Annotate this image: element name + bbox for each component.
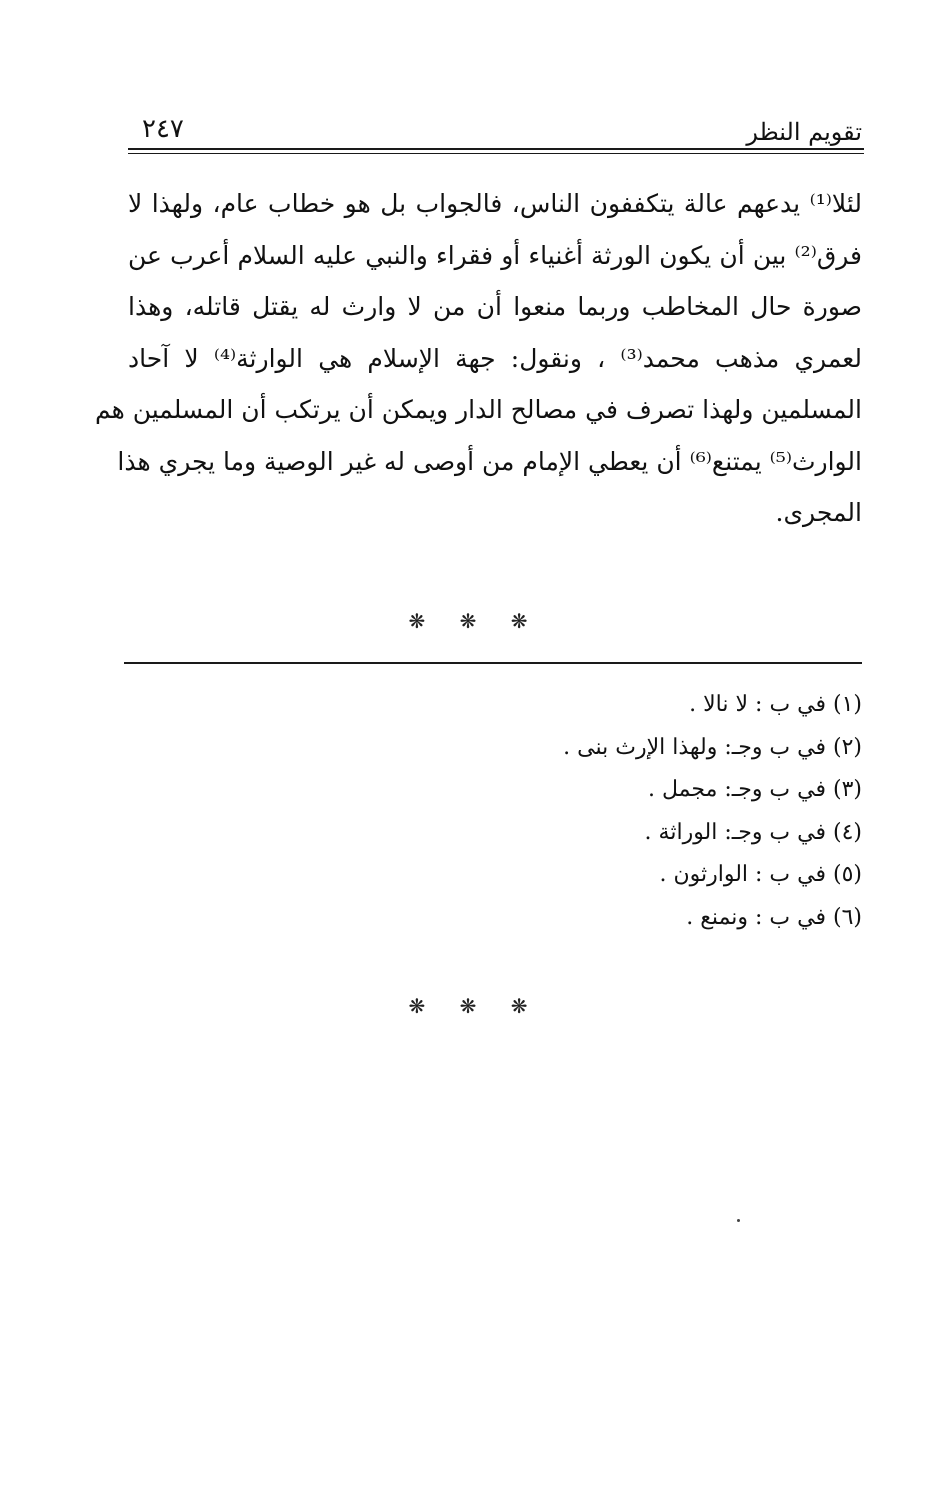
footnote-rule — [124, 662, 862, 664]
footnote-item: (٥) في ب : الوارثون . — [659, 862, 862, 887]
body-paragraph — [94, 178, 862, 539]
body-line: لعمري مذهب محمد⁽³⁾ ، ونقول: جهة الإسلام هي الوارثة⁽⁴⁾ لا آحاد — [128, 343, 862, 373]
body-line: المجرى. — [775, 498, 862, 527]
footnote-item: (٣) في ب وجـ: مجمل . — [648, 777, 862, 802]
footnote-item: (١) في ب : لا نالا . — [689, 692, 862, 717]
header-rule-thin — [128, 153, 864, 154]
body-line: فرق⁽²⁾ بين أن يكون الورثة أغنياء أو فقراء والنبي عليه السلام أعرب عن — [128, 240, 862, 270]
body-line: الوارث⁽⁵⁾ يمتنع⁽⁶⁾ أن يعطي الإمام من أوصى له غير الوصية وما يجري هذا — [117, 446, 862, 476]
page-number: ٢٤٧ — [142, 114, 184, 144]
body-line: لئلا⁽¹⁾ يدعهم عالة يتكففون الناس، فالجواب بل هو خطاب عام، ولهذا لا — [128, 189, 862, 218]
running-title: تقويم النظر — [746, 118, 862, 146]
header-rule — [128, 148, 864, 150]
footnote-item: (٢) في ب وجـ: ولهذا الإرث بنى . — [563, 734, 862, 760]
footnote-item: (٤) في ب وجـ: الوراثة . — [644, 819, 862, 845]
section-separator: ❋ ❋ ❋ — [408, 609, 542, 633]
body-line: صورة حال المخاطب وربما منعوا أن من لا وارث له يقتل قاتله، وهذا — [128, 292, 862, 321]
scan-speck — [737, 1219, 740, 1222]
footnote-item: (٦) في ب : ونمنع . — [686, 904, 862, 930]
page-header — [128, 112, 864, 152]
body-line: المسلمين ولهذا تصرف في مصالح الدار ويمكن أن يرتكب أن المسلمين هم — [94, 395, 862, 424]
end-separator: ❋ ❋ ❋ — [408, 994, 542, 1018]
footnotes-list — [122, 684, 862, 939]
